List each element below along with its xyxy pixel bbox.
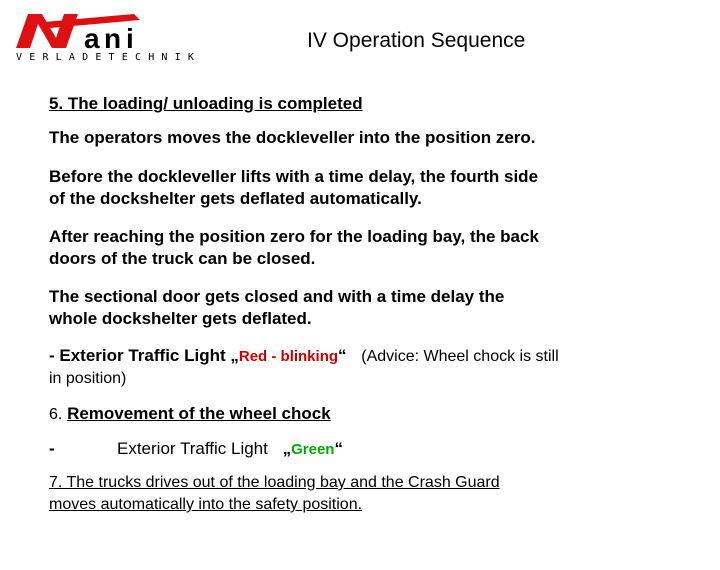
paragraph-2-line-2: of the dockshelter gets deflated automatically. [49, 189, 422, 208]
svg-text:i: i [126, 23, 134, 52]
logo-subtitle: VERLADETECHNIK [16, 52, 202, 63]
nani-logo-mark [14, 8, 166, 52]
svg-text:n: n [104, 23, 122, 52]
paragraph-3 [49, 226, 669, 270]
traffic-green-close-quote: “ [334, 439, 343, 458]
company-logo [14, 8, 202, 68]
traffic-light-green-line [49, 438, 669, 461]
paragraph-2-line-1: Before the dockleveller lifts with a time delay, the fourth side [49, 167, 539, 186]
traffic-green-status: Green [291, 441, 335, 458]
traffic-green-dash: - [49, 439, 55, 458]
step6-heading [49, 403, 669, 426]
traffic-light-red-line [49, 345, 709, 390]
step7 [49, 472, 669, 516]
traffic-red-status: Red - blinking [238, 348, 339, 365]
step7-line-2: moves automatically into the safety position. [49, 496, 363, 513]
page-title: IV Operation Sequence [307, 29, 526, 52]
traffic-red-prefix: - Exterior Traffic Light „ [49, 346, 239, 365]
paragraph-2 [49, 166, 669, 210]
paragraph-4-line-1: The sectional door gets closed and with a time delay the [49, 287, 505, 306]
paragraph-1: The operators moves the dockleveller into the position zero. [49, 128, 536, 147]
traffic-green-open-quote: „ [282, 439, 292, 458]
paragraph-4-line-2: whole dockshelter gets deflated. [49, 309, 312, 328]
svg-text:a: a [84, 23, 100, 52]
paragraph-3-line-2: doors of the truck can be closed. [49, 249, 316, 268]
paragraph-3-line-1: After reaching the position zero for the loading bay, the back [49, 227, 539, 246]
traffic-red-suffix: “ [338, 346, 347, 365]
traffic-green-label: Exterior Traffic Light [117, 439, 268, 458]
step7-line-1: 7. The trucks drives out of the loading bay and the Crash Guard [49, 474, 500, 491]
step5-heading: 5. The loading/ unloading is completed [49, 94, 363, 113]
traffic-red-advice: (Advice: Wheel chock is still [361, 348, 559, 365]
step6-number: 6. [49, 406, 63, 423]
step6-heading-text: Removement of the wheel chock [67, 404, 331, 423]
traffic-red-advice-line-2: in position) [49, 370, 127, 387]
paragraph-4 [49, 286, 669, 330]
